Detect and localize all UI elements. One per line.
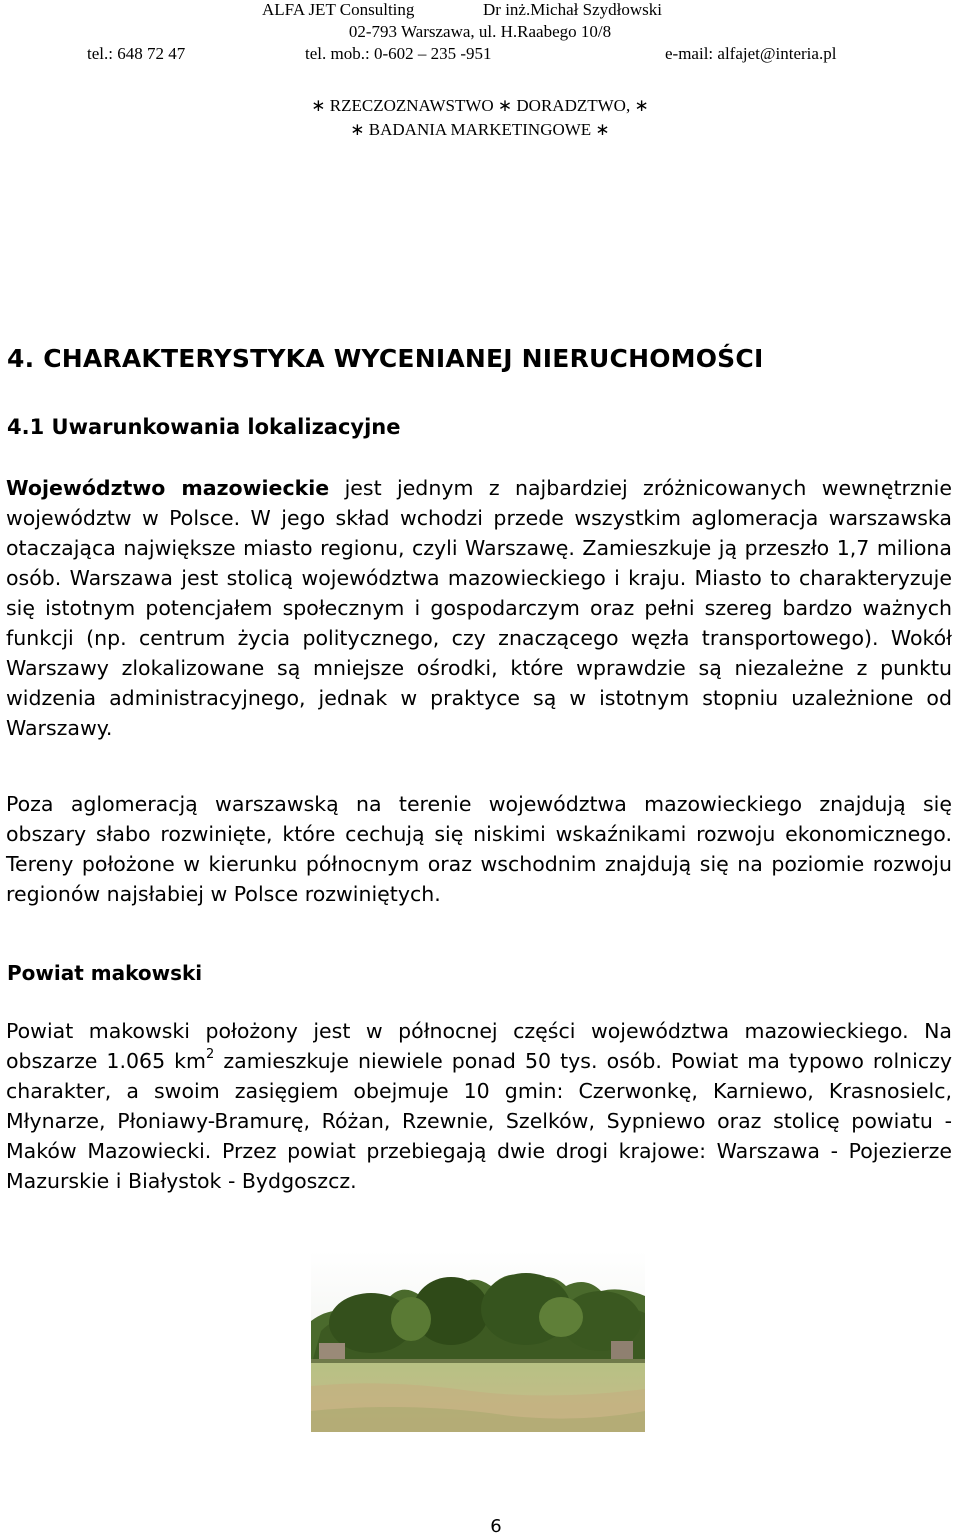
letterhead-address: 02-793 Warszawa, ul. H.Raabego 10/8 bbox=[348, 22, 612, 41]
paragraph-text: jest jednym z najbardziej zróżnicowanych wewnętrznie województw w Polsce. W jego skład wchodzi przede wszystkim aglomeracja warszawska otaczająca największe miasto regionu, czyli Warszawę. Zamieszkuje ją przeszło 1,7 miliona osób. Warszawa jest stolicą województwa mazowieckiego i kraju. Miasto to charakteryzuje się istotnym potencjałem społecznym i gospodarczym oraz pełni szereg bardzo ważnych funkcji (np. centrum życia politycznego, czy znaczącego węzła transportowego). Wokół Warszawy zlokalizowane są mniejsze ośrodki, które wprawdzie są niezależne z punktu widzenia administracyjnego, jednak w praktyce są w istotnym stopniu uzależnione od Warszawy. bbox=[6, 476, 952, 740]
paragraph-powiat-makowski bbox=[6, 1016, 952, 1196]
superscript: 2 bbox=[206, 1047, 215, 1063]
paragraph-text-part2: zamieszkuje niewiele ponad 50 tys. osób. Powiat ma typowo rolniczy charakter, a swoim zasięgiem obejmuje 10 gmin: Czerwonkę, Karniewo, Krasnosielc, Młynarze, Płoniawy-Bramurę, Różan, Rzewnie, Szelków, Sypniewo oraz stolicę powiatu - Maków Mazowiecki. Przez powiat przebiegają dwie drogi krajowe: Warszawa - Pojezierze Mazurskie i Białystok - Bydgoszcz. bbox=[6, 1049, 952, 1193]
email: e-mail: alfajet@interia.pl bbox=[665, 44, 837, 63]
page-number: 6 bbox=[490, 1516, 502, 1537]
subsection-title: 4.1 Uwarunkowania lokalizacyjne bbox=[7, 415, 401, 439]
landscape-photo-image bbox=[311, 1251, 645, 1432]
services-line-1: ∗ RZECZOZNAWSTWO ∗ DORADZTWO, ∗ bbox=[311, 96, 649, 115]
paragraph-mazowieckie bbox=[6, 473, 952, 743]
company-name: ALFA JET Consulting bbox=[262, 0, 415, 19]
owner-name: Dr inż.Michał Szydłowski bbox=[483, 0, 662, 19]
mobile-phone: tel. mob.: 0-602 – 235 -951 bbox=[305, 44, 492, 63]
paragraph-outside-agglomeration: Poza aglomeracją warszawską na terenie województwa mazowieckiego znajdują się obszary słabo rozwinięte, które cechują się niskimi wskaźnikami rozwoju ekonomicznego. Tereny położone w kierunku północnym oraz wschodnim znajdują się na poziomie rozwoju regionów najsłabiej w Polsce rozwiniętych. bbox=[6, 792, 952, 906]
services-line-2: ∗ BADANIA MARKETINGOWE ∗ bbox=[350, 120, 610, 139]
landscape-photo bbox=[311, 1251, 645, 1432]
paragraph-bold-lead: Województwo mazowieckie bbox=[6, 476, 330, 500]
section-title: 4. CHARAKTERYSTYKA WYCENIANEJ NIERUCHOMOŚCI bbox=[7, 344, 764, 373]
powiat-heading: Powiat makowski bbox=[7, 961, 203, 985]
phone: tel.: 648 72 47 bbox=[87, 44, 186, 63]
paragraph-text-part1: Powiat makowski położony jest w północnej części województwa mazowieckiego. Na obszarze 1.065 km bbox=[6, 1019, 952, 1073]
